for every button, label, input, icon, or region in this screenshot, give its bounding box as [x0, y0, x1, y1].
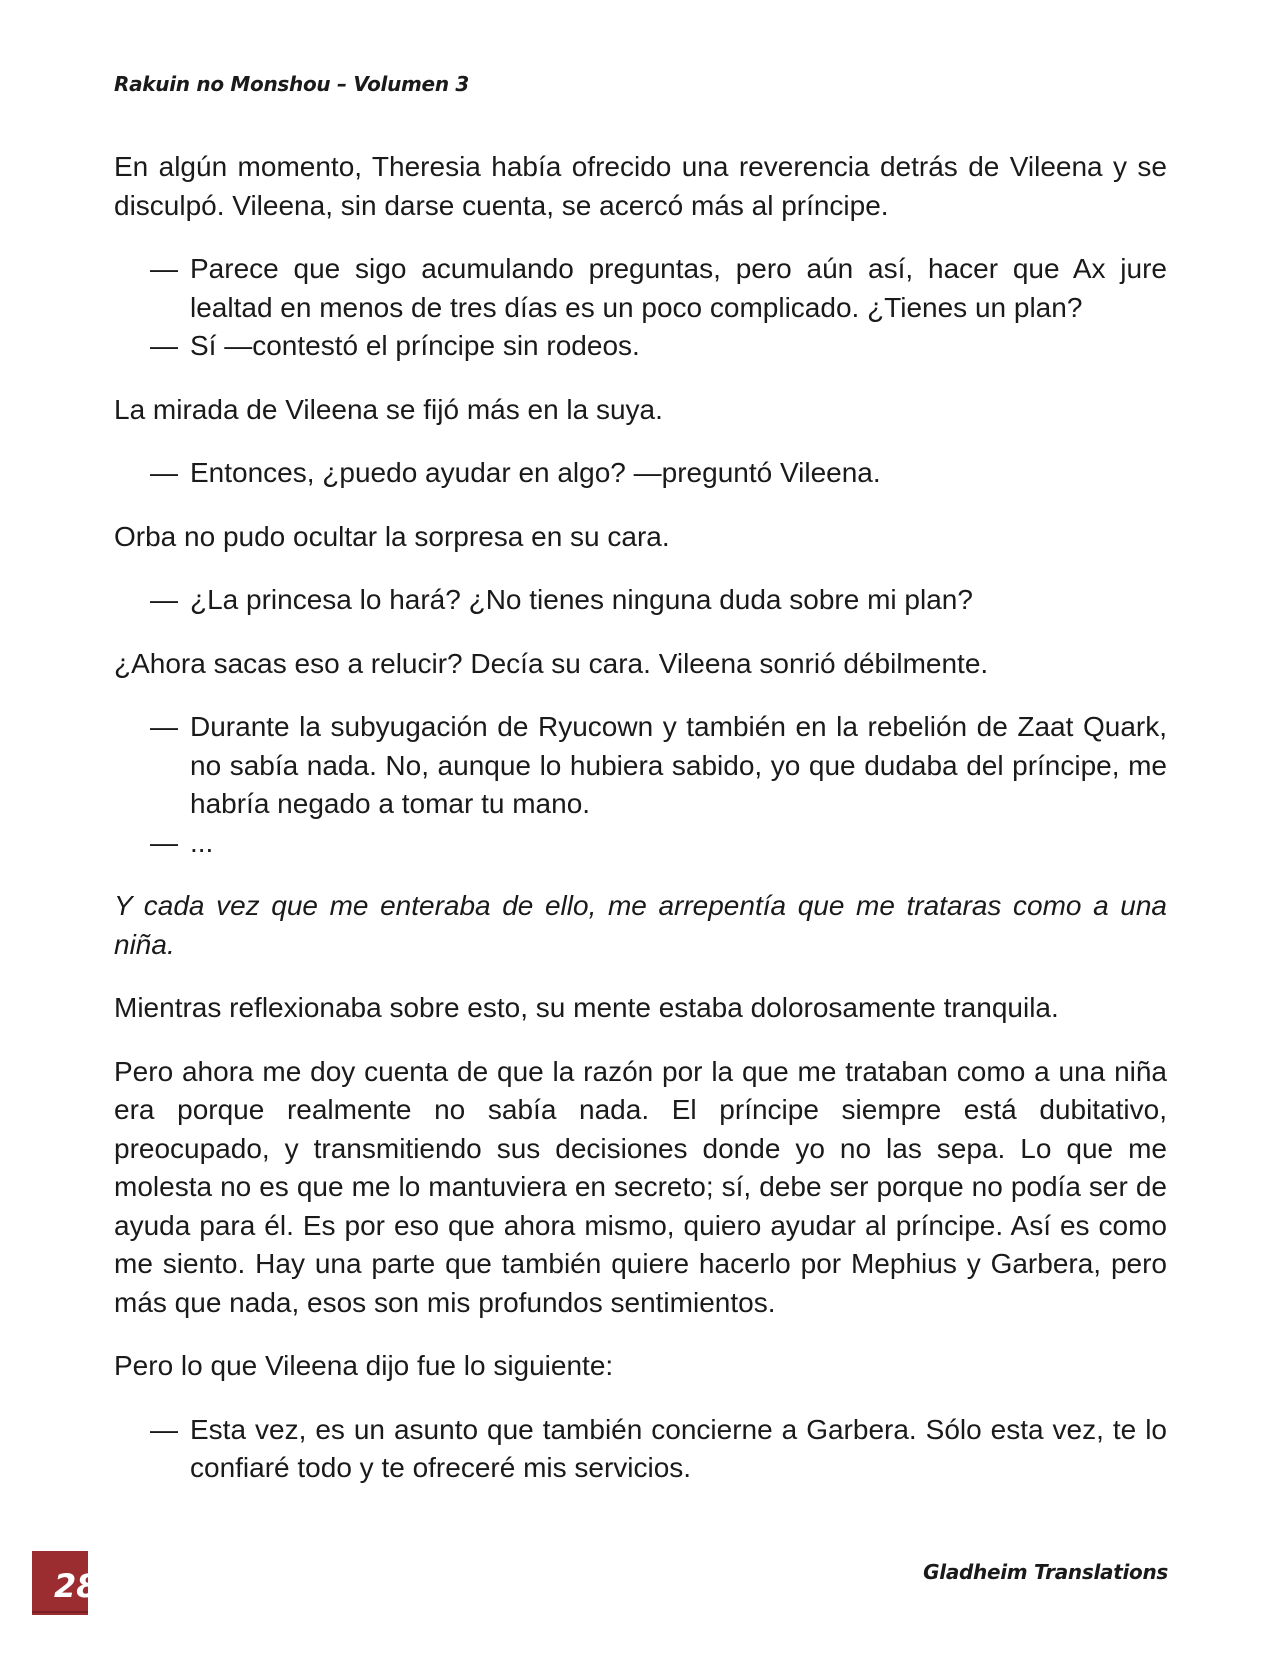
page-body [114, 148, 1167, 1513]
page-number-badge [32, 1551, 99, 1615]
page-number: 28 [54, 1567, 99, 1605]
dialogue-line [150, 824, 1167, 863]
dialogue-text: ... [190, 826, 214, 858]
dialogue-text: Sí —contestó el príncipe sin rodeos. [190, 330, 640, 361]
dialogue-dash: — [150, 826, 178, 858]
dialogue-line [150, 1411, 1167, 1488]
dialogue-dash: — [150, 253, 178, 284]
dialogue-dash: — [150, 1413, 178, 1445]
dialogue-line [150, 581, 1167, 620]
paragraph: Pero ahora me doy cuenta de que la razón por la que me trataban como a una niña era porque realmente no sabía nada. El príncipe siempre está dubitativo, preocupado, y transmitiendo sus decisiones donde yo no las sepa. Lo que me molesta no es que me lo mantuviera en secreto; sí, debe ser porque no podía ser de ayuda para él. Es por eso que ahora mismo, quiero ayudar al príncipe. Así es como me siento. Hay una parte que también quiere hacerlo por Mephius y Garbera, pero más que nada, esos son mis profundos sentimientos. [114, 1055, 1167, 1318]
page-number-underline [32, 1611, 88, 1613]
dialogue-block [150, 708, 1167, 862]
dialogue-block [150, 581, 1167, 620]
paragraph: En algún momento, Theresia había ofrecido una reverencia detrás de Vileena y se disculpó. Vileena, sin darse cuenta, se acercó más al príncipe. [114, 151, 1167, 221]
dialogue-line [150, 454, 1167, 493]
dialogue-block [150, 250, 1167, 366]
footer-credit: Gladheim Translations [923, 1560, 1168, 1584]
dialogue-dash: — [150, 457, 178, 488]
dialogue-block [150, 1411, 1167, 1488]
dialogue-dash: — [150, 584, 178, 615]
paragraph: Pero lo que Vileena dijo fue lo siguiente: [114, 1350, 614, 1381]
paragraph: La mirada de Vileena se fijó más en la suya. [114, 393, 663, 425]
paragraph: Orba no pudo ocultar la sorpresa en su cara. [114, 520, 670, 552]
running-header: Rakuin no Monshou – Volumen 3 [114, 72, 470, 96]
paragraph: Mientras reflexionaba sobre esto, su mente estaba dolorosamente tranquila. [114, 992, 1059, 1023]
dialogue-dash: — [150, 330, 178, 361]
dialogue-block [150, 454, 1167, 493]
paragraph: ¿Ahora sacas eso a relucir? Decía su cara. Vileena sonrió débilmente. [114, 647, 989, 679]
dialogue-line [150, 708, 1167, 824]
dialogue-text: Entonces, ¿puedo ayudar en algo? —preguntó Vileena. [190, 457, 881, 488]
dialogue-line [150, 250, 1167, 327]
dialogue-text: Durante la subyugación de Ryucown y también en la rebelión de Zaat Quark, no sabía nada. No, aunque lo hubiera sabido, yo que dudaba del príncipe, me habría negado a tomar tu mano. [190, 711, 1167, 819]
dialogue-dash: — [150, 711, 178, 742]
dialogue-text: ¿La princesa lo hará? ¿No tienes ninguna duda sobre mi plan? [190, 584, 973, 615]
dialogue-text: Parece que sigo acumulando preguntas, pero aún así, hacer que Ax jure lealtad en menos de tres días es un poco complicado. ¿Tienes un plan? [190, 253, 1167, 323]
dialogue-line [150, 327, 1167, 366]
italic-thought-paragraph: Y cada vez que me enteraba de ello, me arrepentía que me trataras como a una niña. [114, 890, 1167, 960]
dialogue-text: Esta vez, es un asunto que también concierne a Garbera. Sólo esta vez, te lo confiaré todo y te ofreceré mis servicios. [190, 1413, 1167, 1483]
